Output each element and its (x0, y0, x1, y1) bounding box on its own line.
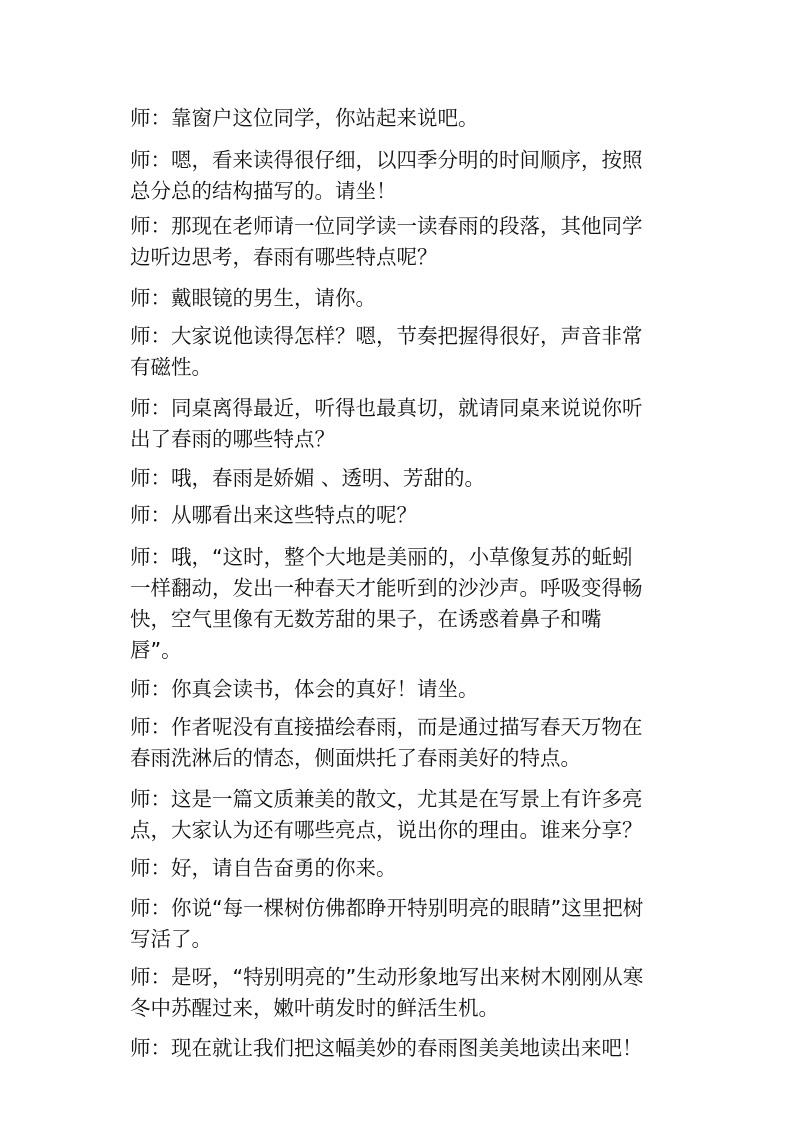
text-line: 师：这是一篇文质兼美的散文，尤其是在写景上有许多亮 (130, 787, 643, 811)
text-line: 出了春雨的哪些特点？ (130, 427, 335, 451)
dialogue-paragraph-3 (130, 211, 730, 273)
text-line: 师：好，请自告奋勇的你来。 (130, 856, 397, 880)
dialogue-paragraph-10 (130, 674, 730, 705)
dialogue-paragraph-15 (130, 962, 730, 1024)
dialogue-paragraph-12 (130, 784, 730, 846)
text-line: 师：嗯，看来读得很仔细，以四季分明的时间顺序，按照 (130, 148, 643, 172)
text-line: 师：哦，“这时，整个大地是美丽的，小草像复苏的蚯蚓 (130, 545, 633, 569)
dialogue-paragraph-6 (130, 393, 730, 455)
text-line: 师：从哪看出来这些特点的呢？ (130, 503, 417, 527)
text-line: 快，空气里像有无数芳甜的果子，在诱惑着鼻子和嘴 (130, 607, 602, 631)
text-line: 师：现在就让我们把这幅美妙的春雨图美美地读出来吧！ (130, 1036, 643, 1060)
dialogue-paragraph-4 (130, 283, 730, 314)
dialogue-paragraph-13 (130, 853, 730, 884)
dialogue-paragraph-8 (130, 500, 730, 531)
text-line: 师：那现在老师请一位同学读一读春雨的段落，其他同学 (130, 214, 643, 238)
text-line: 春雨洗淋后的情态，侧面烘托了春雨美好的特点。 (130, 746, 581, 770)
dialogue-paragraph-1 (130, 103, 730, 134)
text-line: 写活了。 (130, 927, 212, 951)
text-line: 师：作者呢没有直接描绘春雨，而是通过描写春天万物在 (130, 715, 643, 739)
text-line: 唇”。 (130, 638, 182, 662)
text-line: 师：靠窗户这位同学，你站起来说吧。 (130, 106, 479, 130)
text-line: 总分总的结构描写的。请坐！ (130, 179, 397, 203)
dialogue-paragraph-11 (130, 712, 730, 774)
text-line: 一样翻动，发出一种春天才能听到的沙沙声。呼吸变得畅 (130, 576, 643, 600)
text-line: 冬中苏醒过来，嫩叶萌发时的鲜活生机。 (130, 996, 499, 1020)
text-line: 师：戴眼镜的男生，请你。 (130, 286, 376, 310)
text-line: 点，大家认为还有哪些亮点，说出你的理由。谁来分享？ (130, 818, 643, 842)
dialogue-paragraph-7 (130, 463, 730, 494)
dialogue-paragraph-14 (130, 893, 730, 955)
dialogue-paragraph-16 (130, 1033, 730, 1064)
text-line: 有磁性。 (130, 355, 212, 379)
dialogue-paragraph-2 (130, 145, 730, 207)
text-line: 边听边思考，春雨有哪些特点呢？ (130, 245, 438, 269)
text-line: 师：你真会读书，体会的真好！请坐。 (130, 677, 479, 701)
text-line: 师：大家说他读得怎样？嗯，节奏把握得很好，声音非常 (130, 324, 643, 348)
text-line: 师：是呀，“特别明亮的”生动形象地写出来树木刚刚从寒 (130, 965, 644, 989)
dialogue-paragraph-9 (130, 542, 730, 666)
text-line: 师：同桌离得最近，听得也最真切，就请同桌来说说你听 (130, 396, 643, 420)
dialogue-paragraph-5 (130, 321, 730, 383)
text-line: 师：哦，春雨是娇媚 、透明、芳甜的。 (130, 466, 486, 490)
text-line: 师：你说“每一棵树仿佛都睁开特别明亮的眼睛”这里把树 (130, 896, 644, 920)
